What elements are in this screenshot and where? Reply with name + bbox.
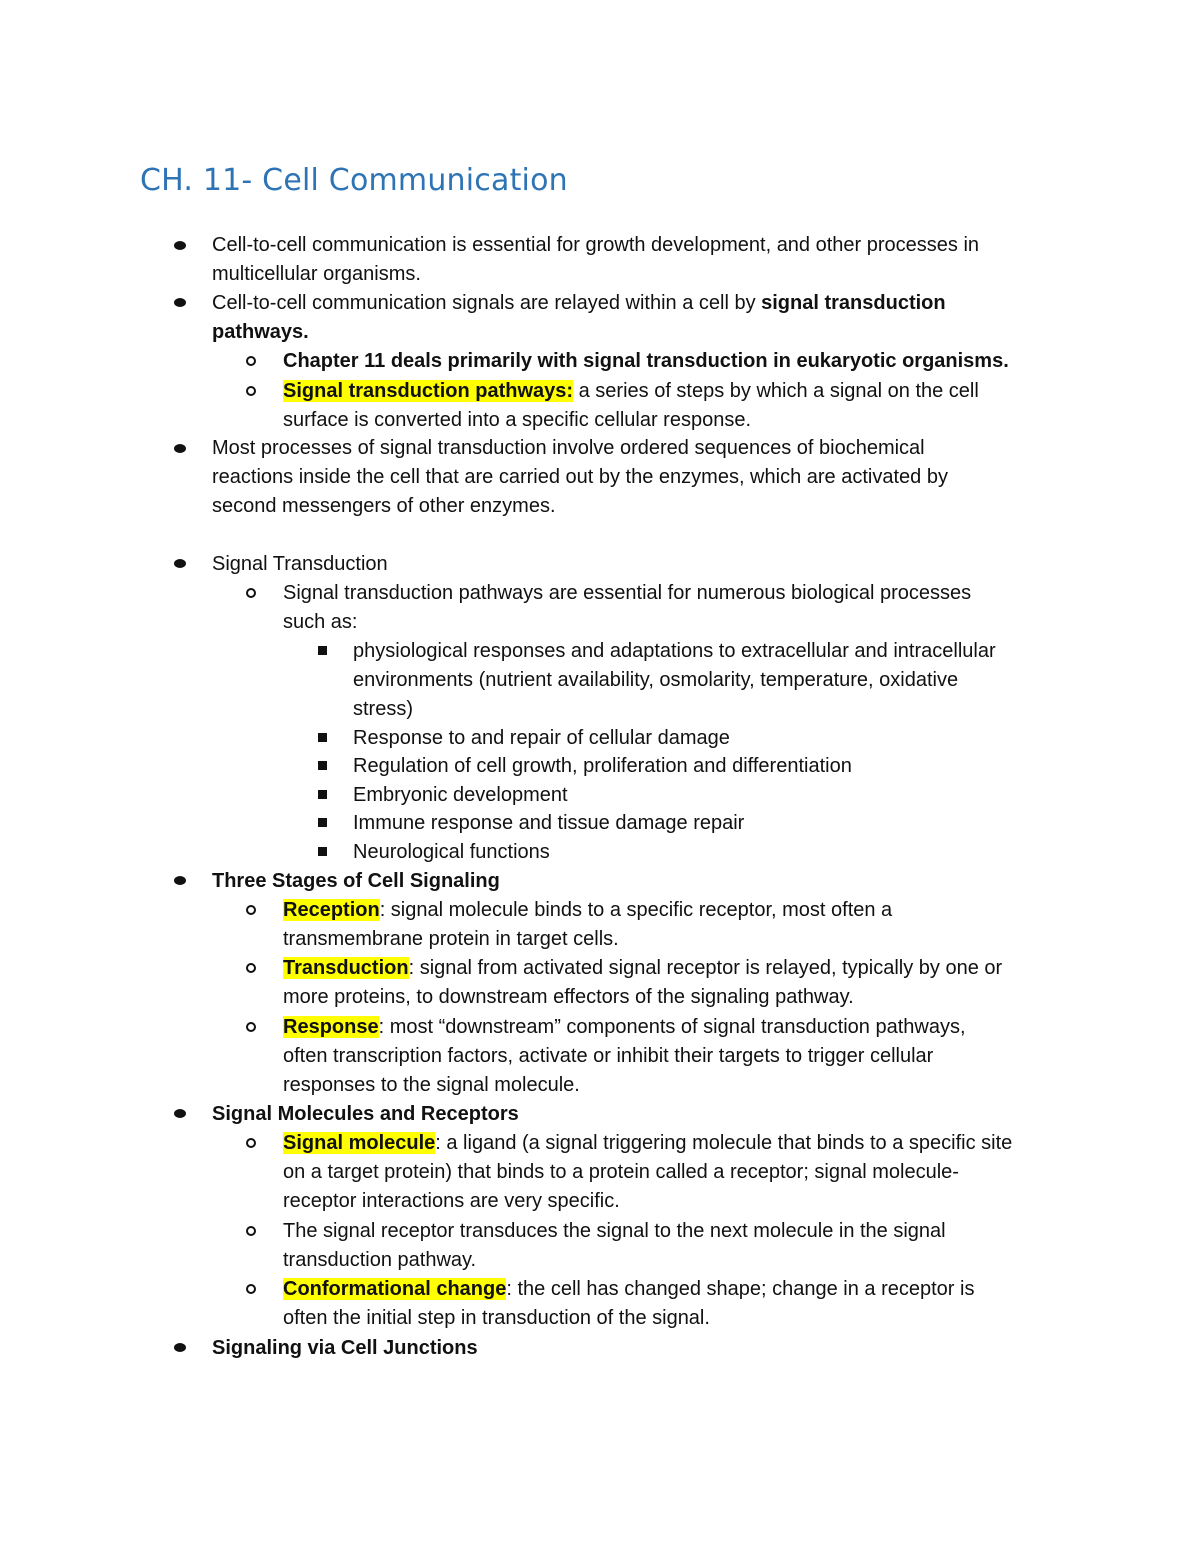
section-heading xyxy=(212,867,500,895)
text-line: second messengers of other enzymes. xyxy=(212,495,556,517)
text-line xyxy=(283,896,892,924)
text-run: : most “downstream” components of signal transduction pathways, xyxy=(378,1016,966,1038)
text-line: Immune response and tissue damage repair xyxy=(353,812,745,834)
text-run: : signal from activated signal receptor is relayed, typically by one or xyxy=(408,957,1003,979)
text-line: multicellular organisms. xyxy=(212,263,421,285)
text-line: such as: xyxy=(283,611,358,633)
bullet-disc xyxy=(174,444,186,453)
highlight-term xyxy=(283,1132,435,1154)
bold-heading: Signaling via Cell Junctions xyxy=(212,1337,478,1359)
bullet-disc xyxy=(174,876,186,885)
bold-term: Signal transduction pathways: xyxy=(283,380,574,402)
text-line: surface is converted into a specific cellular response. xyxy=(283,409,752,431)
bullet-disc xyxy=(174,559,186,568)
text-line: transduction pathway. xyxy=(283,1249,477,1271)
bold-term: Transduction xyxy=(283,957,409,979)
text-line: Signal transduction pathways are essential for numerous biological processes xyxy=(283,582,972,604)
text-run: : the cell has changed shape; change in a receptor is xyxy=(506,1278,975,1300)
bold-term: pathways. xyxy=(212,321,309,343)
text-line: Neurological functions xyxy=(353,841,550,863)
text-run: : signal molecule binds to a specific receptor, most often a xyxy=(379,899,893,921)
text-line: physiological responses and adaptations to extracellular and intracellular xyxy=(353,640,996,662)
text-line: often the initial step in transduction of the signal. xyxy=(283,1307,710,1329)
bold-line: Chapter 11 deals primarily with signal transduction in eukaryotic organisms. xyxy=(283,350,1009,372)
bullet-square xyxy=(318,761,327,770)
text-line: on a target protein) that binds to a protein called a receptor; signal molecule- xyxy=(283,1161,959,1183)
bullet-disc xyxy=(174,1343,186,1352)
text-line: Cell-to-cell communication is essential for growth development, and other processes in xyxy=(212,234,980,256)
highlight-term xyxy=(283,1016,379,1038)
highlight-term xyxy=(283,899,380,921)
text-line xyxy=(283,1129,1012,1157)
bullet-disc xyxy=(174,1109,186,1118)
text-run: Cell-to-cell communication signals are relayed within a cell by xyxy=(212,292,762,314)
bullet-square xyxy=(318,790,327,799)
bullet-circle xyxy=(246,905,256,915)
text-line: The signal receptor transduces the signal to the next molecule in the signal xyxy=(283,1220,946,1242)
bullet-circle xyxy=(246,1284,256,1294)
bullet-circle xyxy=(246,1022,256,1032)
text-line: stress) xyxy=(353,698,413,720)
section-heading: Signal Transduction xyxy=(212,553,388,575)
text-line: transmembrane protein in target cells. xyxy=(283,928,619,950)
bullet-disc xyxy=(174,298,186,307)
highlight-term xyxy=(283,957,409,979)
text-line xyxy=(212,289,946,317)
bullet-circle xyxy=(246,1226,256,1236)
bullet-circle xyxy=(246,588,256,598)
bold-term: Reception xyxy=(283,899,380,921)
bold-term: Signal molecule xyxy=(283,1132,436,1154)
text-line: Embryonic development xyxy=(353,784,568,806)
text-line: Response to and repair of cellular damage xyxy=(353,727,730,749)
section-heading xyxy=(212,1334,478,1362)
section-heading xyxy=(212,1100,519,1128)
text-run: : a ligand (a signal triggering molecule that binds to a specific site xyxy=(435,1132,1013,1154)
text-line: often transcription factors, activate or inhibit their targets to trigger cellular xyxy=(283,1045,934,1067)
text-line xyxy=(283,954,1002,982)
text-line: reactions inside the cell that are carried out by the enzymes, which are activated by xyxy=(212,466,948,488)
bold-term: Response xyxy=(283,1016,379,1038)
bullet-square xyxy=(318,646,327,655)
text-line xyxy=(283,377,979,405)
bold-heading: Signal Molecules and Receptors xyxy=(212,1103,519,1125)
text-line: more proteins, to downstream effectors of the signaling pathway. xyxy=(283,986,854,1008)
text-line xyxy=(283,347,1009,375)
text-line xyxy=(283,1013,966,1041)
bullet-disc xyxy=(174,241,186,250)
text-line xyxy=(212,318,309,346)
text-line: receptor interactions are very specific. xyxy=(283,1190,620,1212)
bullet-square xyxy=(318,847,327,856)
highlight-term xyxy=(283,380,573,402)
text-line xyxy=(283,1275,974,1303)
bullet-square xyxy=(318,733,327,742)
text-run: a series of steps by which a signal on the cell xyxy=(573,380,979,402)
bullet-circle xyxy=(246,356,256,366)
bold-heading: Three Stages of Cell Signaling xyxy=(212,870,500,892)
bold-term: Conformational change xyxy=(283,1278,507,1300)
highlight-term xyxy=(283,1278,506,1300)
text-line: Most processes of signal transduction involve ordered sequences of biochemical xyxy=(212,437,925,459)
bullet-circle xyxy=(246,1138,256,1148)
text-line: Regulation of cell growth, proliferation and differentiation xyxy=(353,755,852,777)
bold-term: signal transduction xyxy=(761,292,946,314)
bullet-circle xyxy=(246,963,256,973)
bullet-square xyxy=(318,818,327,827)
text-line: environments (nutrient availability, osmolarity, temperature, oxidative xyxy=(353,669,959,691)
document-title: CH. 11- Cell Communication xyxy=(140,163,568,198)
text-line: responses to the signal molecule. xyxy=(283,1074,580,1096)
bullet-circle xyxy=(246,386,256,396)
